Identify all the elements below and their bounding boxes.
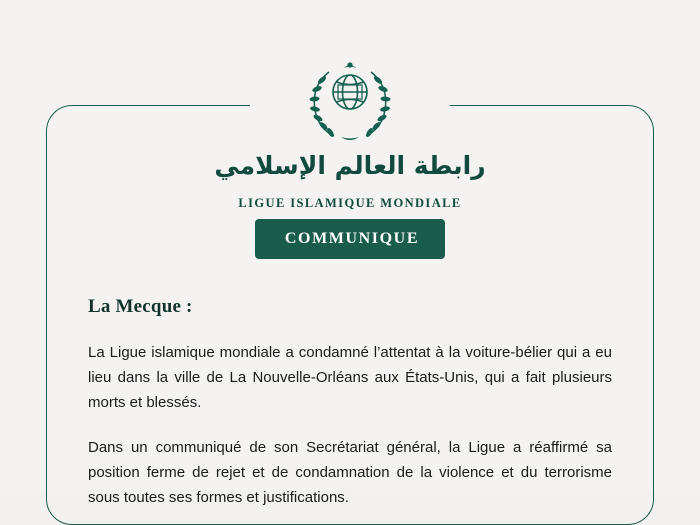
organization-name-arabic: رابطة العالم الإسلامي [214,151,486,180]
muslim-world-league-emblem [0,58,700,149]
globe-and-wreath-icon [289,58,411,144]
dateline: La Mecque : [88,296,193,317]
document-body [88,296,612,510]
organization-name-latin: LIGUE ISLAMIQUE MONDIALE [238,196,462,210]
paragraph-1: La Ligue islamique mondiale a condamné l’attentat à la voiture-bélier qui a eu lieu dans la ville de La Nouvelle-Orléans aux États-Unis, qui a fait plusieurs morts et blessés. [88,344,612,411]
communique-badge: COMMUNIQUE [255,219,445,259]
communique-badge-container [0,219,700,259]
paragraph-2: Dans un communiqué de son Secrétariat général, la Ligue a réaffirmé sa position ferme de rejet et de condamnation de la violence et du terrorisme sous toutes ses formes et justifications. [88,439,612,506]
